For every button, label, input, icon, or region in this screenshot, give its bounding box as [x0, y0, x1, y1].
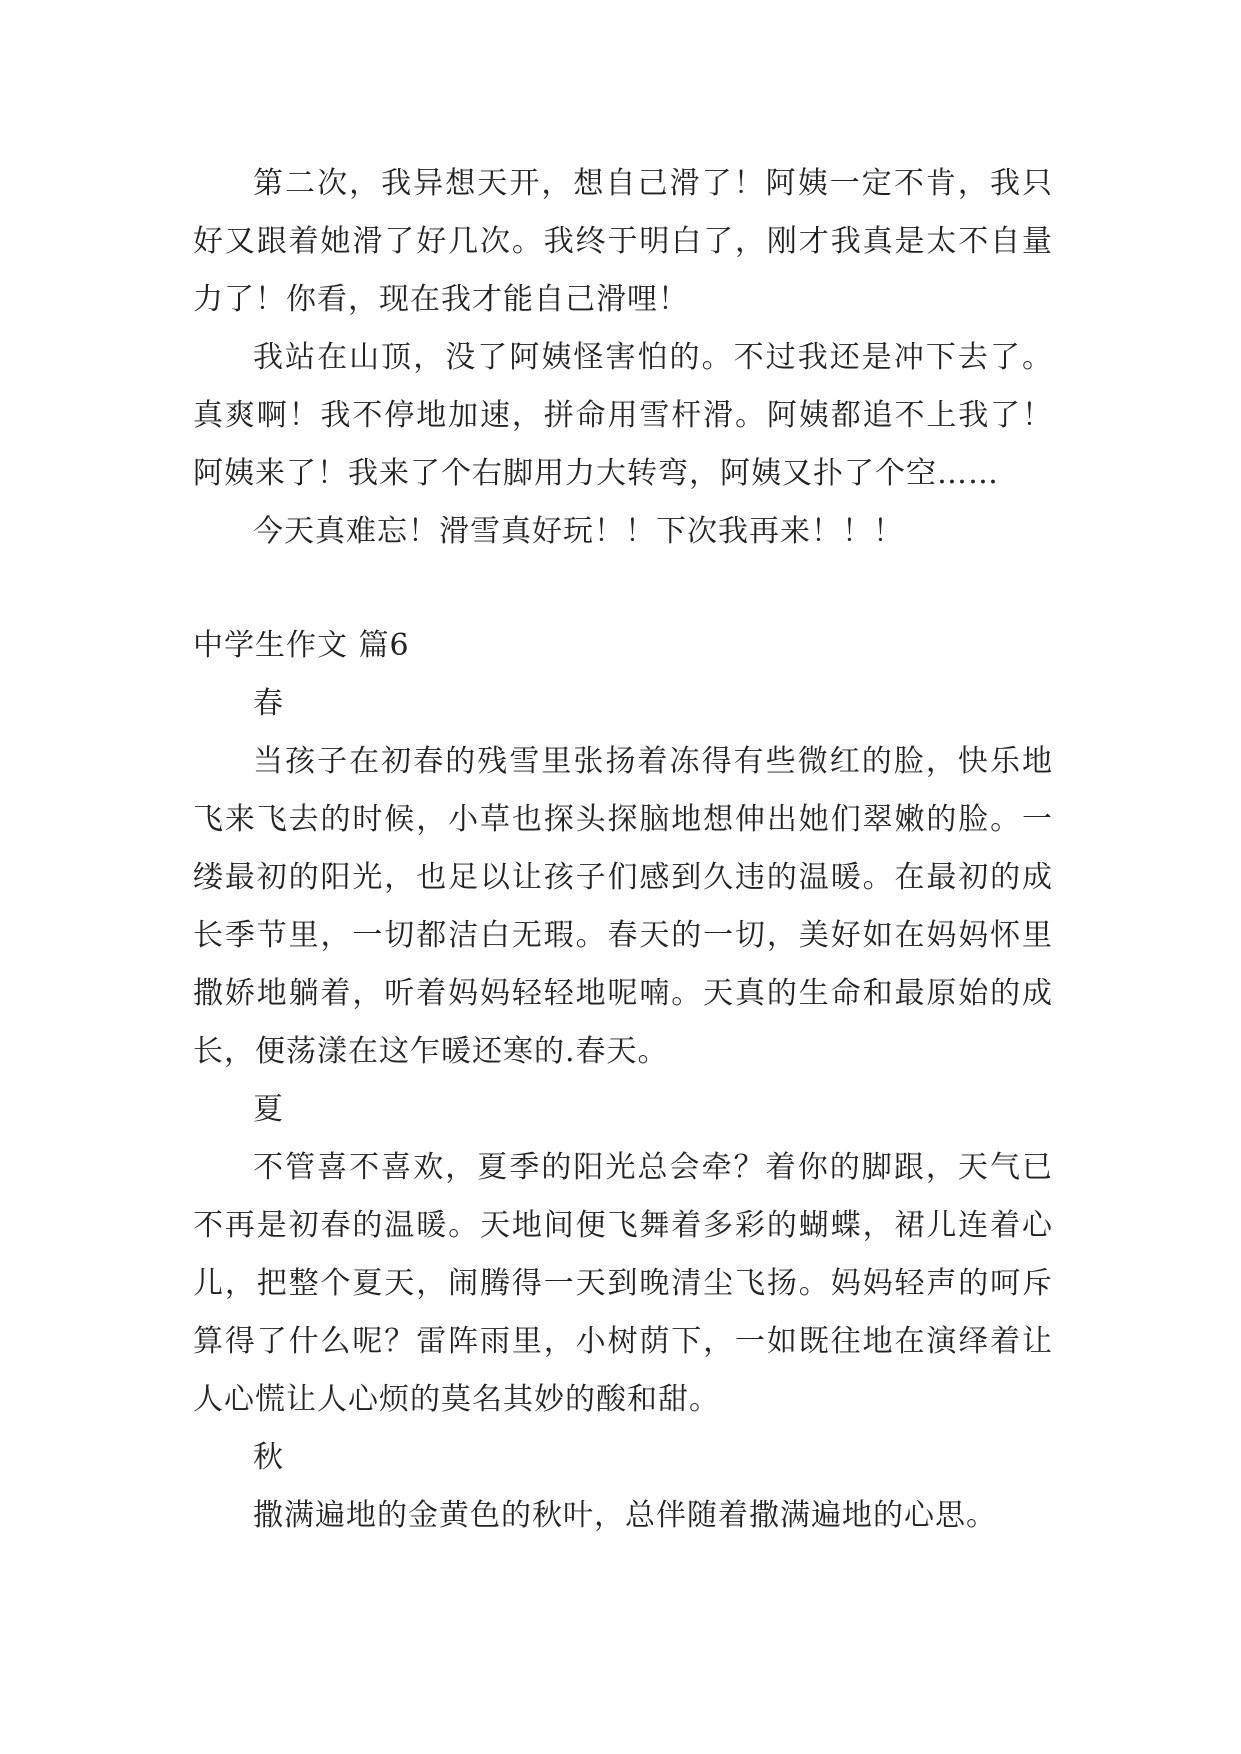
document-body — [193, 155, 1053, 1545]
autumn-paragraph: 撒满遍地的金黄色的秋叶，总伴随着撒满遍地的心思。 — [253, 1498, 997, 1533]
spring-paragraph: 当孩子在初春的残雪里张扬着冻得有些微红的脸，快乐地飞来飞去的时候，小草也探头探脑地想伸出她们翠嫩的脸。一缕最初的阳光，也足以让孩子们感到久违的温暖。在最初的成长季节里，一切都洁白无瑕。春天的一切，美好如在妈妈怀里撒娇地躺着，听着妈妈轻轻地呢喃。天真的生命和最原始的成长，便荡漾在这乍暖还寒的.春天。 — [193, 744, 1053, 1069]
section-spacer — [193, 561, 1053, 617]
paragraph-second-try: 第二次，我异想天开，想自己滑了！阿姨一定不肯，我只好又跟着她滑了好几次。我终于明白了，刚才我真是太不自量力了！你看，现在我才能自己滑哩！ — [193, 166, 1053, 317]
autumn-heading: 秋 — [253, 1440, 283, 1475]
spring-heading: 春 — [253, 686, 283, 721]
summer-heading: 夏 — [253, 1092, 283, 1127]
paragraph-mountain-top: 我站在山顶，没了阿姨怪害怕的。不过我还是冲下去了。真爽啊！我不停地加速，拼命用雪杆滑。阿姨都追不上我了！阿姨来了！我来了个右脚用力大转弯，阿姨又扑了个空…… — [193, 340, 1053, 491]
section-title: 中学生作文 篇6 — [193, 628, 410, 663]
paragraph-unforgettable-day: 今天真难忘！滑雪真好玩！！下次我再来！！！ — [253, 514, 904, 549]
summer-paragraph: 不管喜不喜欢，夏季的阳光总会牵？着你的脚跟，天气已不再是初春的温暖。天地间便飞舞着多彩的蝴蝶，裙儿连着心儿，把整个夏天，闹腾得一天到晚清尘飞扬。妈妈轻声的呵斥算得了什么呢？雷阵雨里，小树荫下，一如既往地在演绎着让人心慌让人心烦的莫名其妙的酸和甜。 — [193, 1150, 1053, 1417]
